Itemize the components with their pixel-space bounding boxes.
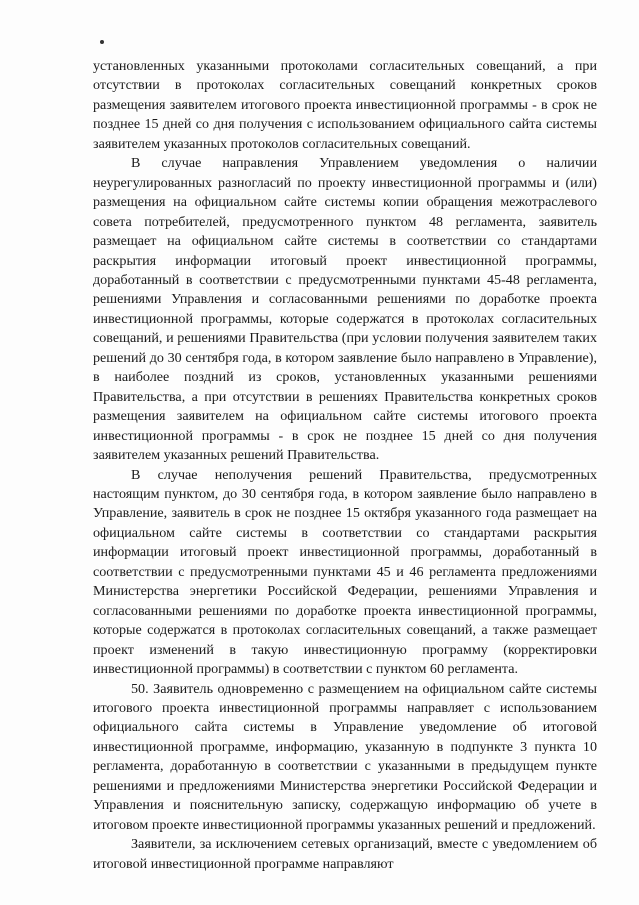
document-body xyxy=(93,57,597,874)
paragraph-continuation: установленных указанными протоколами согласительных совещаний, а при отсутствии в протоколах согласительных совещаний конкретных сроков размещения заявителем итогового проекта инвестиционной программы - в срок не позднее 15 дней со дня получения с использованием официального сайта системы заявителем указанных протоколов согласительных совещаний. xyxy=(93,58,597,152)
paragraph-applicants: Заявители, за исключением сетевых организаций, вместе с уведомлением об итоговой инвестиционной программе направляют xyxy=(93,836,597,872)
scan-speck xyxy=(100,40,104,44)
paragraph-no-decision-case: В случае неполучения решений Правительства, предусмотренных настоящим пунктом, до 30 сентября года, в котором заявление было направлено в Управление, заявитель в срок не позднее 15 октября указанного года размещает на официальном сайте системы в соответствии со стандартами раскрытия информации итоговый проект инвестиционной программы, доработанный в соответствии с предусмотренными пунктами 45 и 46 регламента предложениями Министерства энергетики Российской Федерации, решениями Управления и согласованными решениями по доработке проекта инвестиционной программы, которые содержатся в протоколах согласительных совещаний, а также размещает проект изменений в такую инвестиционную программу (корректировки инвестиционной программы) в соответствии с пунктом 60 регламента. xyxy=(93,466,597,678)
paragraph-item-50: 50. Заявитель одновременно с размещением на официальном сайте системы итогового проекта инвестиционной программы направляет с использованием официального сайта системы в Управление уведомление об итоговой инвестиционной программе, информацию, указанную в подпункте 3 пункта 10 регламента, доработанную в соответствии с указанными в предыдущем пункте решениями и предложениями Министерства энергетики Российской Федерации и Управления и пояснительную записку, содержащую информацию об учете в итоговом проекте инвестиционной программы указанных решений и предложений. xyxy=(93,680,597,833)
paragraph-notification-case: В случае направления Управлением уведомления о наличии неурегулированных разногласий по проекту инвестиционной программы и (или) размещения на официальном сайте системы копии обращения межотраслевого совета потребителей, предусмотренного пунктом 48 регламента, заявитель размещает на официальном сайте системы в соответствии со стандартами раскрытия информации итоговый проект инвестиционной программы, доработанный в соответствии с предусмотренными пунктами 45-48 регламента, решениями Управления и согласованными решениями по доработке проекта инвестиционной программы, которые содержатся в протоколах согласительных совещаний, и решениями Правительства (при условии получения заявителем таких решений до 30 сентября года, в котором заявление было направлено в Управление), в наиболее поздний из сроков, установленных указанными решениями Правительства, а при отсутствии в решениях Правительства конкретных сроков размещения заявителем на официальном сайте системы итогового проекта инвестиционной программы - в срок не позднее 15 дней со дня получения заявителем указанных решений Правительства. xyxy=(93,155,597,464)
